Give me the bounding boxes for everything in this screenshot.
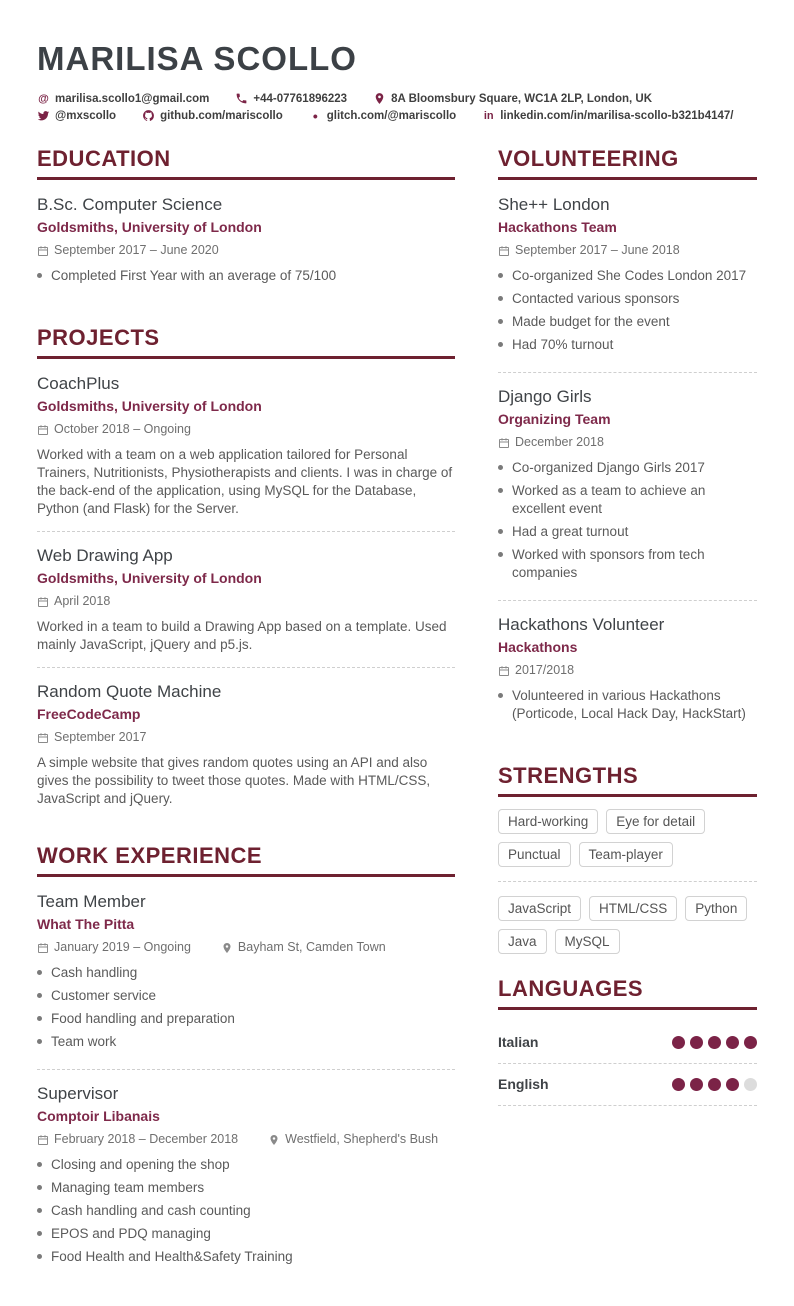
entry-date-wrap [37,242,219,259]
calendar-icon [37,245,49,257]
bullet-text: Closing and opening the shop [51,1157,230,1172]
tag-group [498,809,757,867]
person-name: MARILISA SCOLLO [37,40,357,77]
language-dot-icon [726,1078,739,1091]
bullet-text: Customer service [51,988,157,1003]
entry-subtitle: What The Pitta [37,916,135,932]
right-column [498,146,757,1128]
entry-title: Web Drawing App [37,546,173,565]
calendar-icon [498,665,510,677]
bullet-dot-icon [37,1185,42,1190]
contact-item [142,109,283,122]
entry-date-wrap [37,593,110,610]
section-languages [498,976,757,1106]
bullet-item [37,1248,455,1266]
entry-meta [37,242,455,259]
strength-tag: Team-player [579,842,673,867]
bullet-dot-icon [37,1039,42,1044]
bullet-dot-icon [498,296,503,301]
bullet-item [37,1156,455,1174]
language-row [498,1022,757,1064]
twitter-icon [37,109,50,122]
bullet-item [498,459,757,477]
bullet-dot-icon [37,1162,42,1167]
entry-meta [498,662,757,679]
bullet-dot-icon [37,1016,42,1021]
bullet-item [498,336,757,354]
calendar-icon [37,1134,49,1146]
entry-subtitle: Goldsmiths, University of London [37,570,262,586]
entry-subtitle: Comptoir Libanais [37,1108,160,1124]
entry-title: Hackathons Volunteer [498,615,665,634]
bullet-item [37,964,455,982]
tag-group-divider [498,881,757,882]
contact-text: linkedin.com/in/marilisa-scollo-b321b4147/ [500,109,734,122]
bullet-text: Completed First Year with an average of 75/100 [51,268,337,283]
entry-date: September 2017 – June 2018 [515,243,680,257]
entry-meta [37,421,455,438]
bullet-text: Cash handling and cash counting [51,1203,251,1218]
bullet-item [498,267,757,285]
entry-date-wrap [37,1131,238,1148]
section-projects [37,325,455,821]
language-dot-icon [690,1078,703,1091]
strength-tag: JavaScript [498,896,581,921]
entry-subtitle: Hackathons [498,639,578,655]
bullet-dot-icon [37,993,42,998]
entry-location-wrap [268,1131,438,1148]
bullet-dot-icon [37,1208,42,1213]
entry-description: Worked in a team to build a Drawing App based on a template. Used mainly JavaScript, jQuery and p5.js. [37,619,447,652]
bullet-text: Had a great turnout [512,524,629,539]
language-dot-icon [690,1036,703,1049]
entry-description: A simple website that gives random quotes using an API and also gives the possibility to tweet those quotes. Made with HTML/CSS, JavaScript and jQuery. [37,755,431,806]
entry-subtitle: Organizing Team [498,411,611,427]
language-level-dots [672,1078,757,1091]
github-icon [142,109,155,122]
bullet-dot-icon [498,465,503,470]
bullet-text: Cash handling [51,965,138,980]
entry-date: April 2018 [54,594,111,608]
bullet-dot-icon [498,342,503,347]
bullet-dot-icon [498,273,503,278]
section-title-education: EDUCATION [37,146,455,180]
section-work-experience [37,843,455,1284]
location-icon [268,1134,280,1146]
bullet-dot-icon [498,319,503,324]
tag-group [498,896,757,954]
bullet-dot-icon [37,273,42,278]
entry-location: Westfield, Shepherd's Bush [285,1132,439,1146]
entry-subtitle: Goldsmiths, University of London [37,219,262,235]
entry-title: Supervisor [37,1084,119,1103]
language-dot-icon [708,1078,721,1091]
strength-tag: Punctual [498,842,571,867]
entry-subtitle: Goldsmiths, University of London [37,398,262,414]
entry-meta [498,434,757,451]
entry [37,667,455,821]
contact-text: glitch.com/@mariscollo [326,109,457,122]
strength-tag: Java [498,929,547,954]
bullet-item [37,1010,455,1028]
entry-date: 2017/2018 [515,663,575,677]
contact-text: github.com/mariscollo [160,109,283,122]
section-strengths [498,763,757,954]
strength-tag: Python [685,896,747,921]
entry [37,531,455,667]
contact-item [373,92,652,105]
bullet-item [498,482,757,518]
entry [37,192,455,303]
strength-tag: MySQL [555,929,620,954]
entry-date-wrap [498,242,680,259]
entry-date: February 2018 – December 2018 [54,1132,239,1146]
bullet-item [498,290,757,308]
bullet-text: Managing team members [51,1180,205,1195]
contact-item [482,109,733,122]
linkedin-icon: in [483,109,494,122]
entry-date-wrap [498,662,574,679]
glitch-icon: • [312,107,318,124]
language-dot-icon [726,1036,739,1049]
contact-text: +44-07761896223 [253,92,348,105]
bullet-item [498,546,757,582]
entry-title: Random Quote Machine [37,682,222,701]
columns [37,146,757,1306]
location-icon [221,942,233,954]
strength-tag: HTML/CSS [589,896,677,921]
entry [498,192,757,372]
bullet-list [37,964,455,1051]
bullet-dot-icon [498,693,503,698]
entry-date-wrap [498,434,604,451]
bullet-text: Food Health and Health&Safety Training [51,1249,293,1264]
entry-meta [498,242,757,259]
entry-meta [37,729,455,746]
entry [37,1069,455,1284]
bullet-text: Had 70% turnout [512,337,614,352]
bullet-text: Food handling and preparation [51,1011,235,1026]
entry-date: September 2017 – June 2020 [54,243,219,257]
entry [498,372,757,600]
entry-title: B.Sc. Computer Science [37,195,223,214]
bullet-list [498,687,757,723]
entry-meta [37,939,455,956]
phone-icon [235,92,248,105]
calendar-icon [37,596,49,608]
bullet-dot-icon [498,552,503,557]
location-icon [373,92,386,105]
contact-item [235,92,347,105]
section-education [37,146,455,303]
strength-tag: Hard-working [498,809,598,834]
entry-title: CoachPlus [37,374,120,393]
bullet-list [498,459,757,582]
bullet-item [37,1225,455,1243]
language-dot-icon [708,1036,721,1049]
entry-date: September 2017 [54,730,147,744]
bullet-text: EPOS and PDQ managing [51,1226,211,1241]
entry-date-wrap [37,421,191,438]
bullet-item [498,313,757,331]
bullet-text: Team work [51,1034,117,1049]
language-dot-icon [672,1036,685,1049]
bullet-item [37,1033,455,1051]
entry-date: October 2018 – Ongoing [54,422,191,436]
entry-date-wrap [37,729,146,746]
contact-item [309,109,456,122]
entry [37,371,455,531]
bullet-text: Co-organized She Codes London 2017 [512,268,747,283]
entry-location: Bayham St, Camden Town [237,940,386,954]
bullet-item [37,1202,455,1220]
bullet-dot-icon [37,970,42,975]
bullet-item [37,987,455,1005]
section-title-volunteering: VOLUNTEERING [498,146,757,180]
bullet-dot-icon [498,488,503,493]
left-column [37,146,455,1306]
calendar-icon [498,437,510,449]
bullet-list [37,1156,455,1266]
contact-text: 8A Bloomsbury Square, WC1A 2LP, London, UK [391,92,652,105]
section-title-strengths: STRENGTHS [498,763,757,797]
entry-subtitle: Hackathons Team [498,219,617,235]
language-dot-icon [744,1036,757,1049]
calendar-icon [37,424,49,436]
language-name: Italian [498,1034,539,1050]
calendar-icon [37,942,49,954]
bullet-text: Worked with sponsors from tech companies [512,547,705,580]
entry-date-wrap [37,939,191,956]
contact-list [37,92,757,122]
entry-subtitle: FreeCodeCamp [37,706,141,722]
contact-text: marilisa.scollo1@gmail.com [55,92,210,105]
contact-item [37,92,209,105]
section-title-projects: PROJECTS [37,325,455,359]
entry-date: December 2018 [515,435,604,449]
contact-item [37,109,116,122]
bullet-dot-icon [498,529,503,534]
bullet-text: Volunteered in various Hackathons (Porticode, Local Hack Day, HackStart) [512,688,746,721]
entry-title: Team Member [37,892,146,911]
section-volunteering [498,146,757,741]
section-title-languages: LANGUAGES [498,976,757,1010]
bullet-dot-icon [37,1231,42,1236]
strength-tag: Eye for detail [606,809,705,834]
entry-location-wrap [221,939,386,956]
bullet-text: Worked as a team to achieve an excellent event [512,483,706,516]
entry-title: She++ London [498,195,610,214]
bullet-item [498,523,757,541]
language-row [498,1064,757,1106]
entry-description: Worked with a team on a web application tailored for Personal Trainers, Nutritionists, Physiotherapists and clients. I was in charge of the back-end of the application, using MySQL for the Database, Python (and Flask) for the Server. [37,447,453,516]
section-title-work-experience: WORK EXPERIENCE [37,843,455,877]
language-dot-icon [744,1078,757,1091]
bullet-list [37,267,455,285]
bullet-dot-icon [37,1254,42,1259]
entry-title: Django Girls [498,387,592,406]
bullet-text: Contacted various sponsors [512,291,680,306]
language-dot-icon [672,1078,685,1091]
email-icon: @ [38,92,49,105]
entry [37,889,455,1069]
bullet-item [498,687,757,723]
calendar-icon [37,732,49,744]
bullet-item [37,267,455,285]
language-level-dots [672,1036,757,1049]
language-name: English [498,1076,549,1092]
bullet-text: Co-organized Django Girls 2017 [512,460,705,475]
bullet-list [498,267,757,354]
contact-text: @mxscollo [55,109,117,122]
entry-meta [37,1131,455,1148]
entry [498,600,757,741]
entry-meta [37,593,455,610]
entry-date: January 2019 – Ongoing [54,940,191,954]
bullet-item [37,1179,455,1197]
calendar-icon [498,245,510,257]
resume-header [37,40,757,122]
bullet-text: Made budget for the event [512,314,670,329]
